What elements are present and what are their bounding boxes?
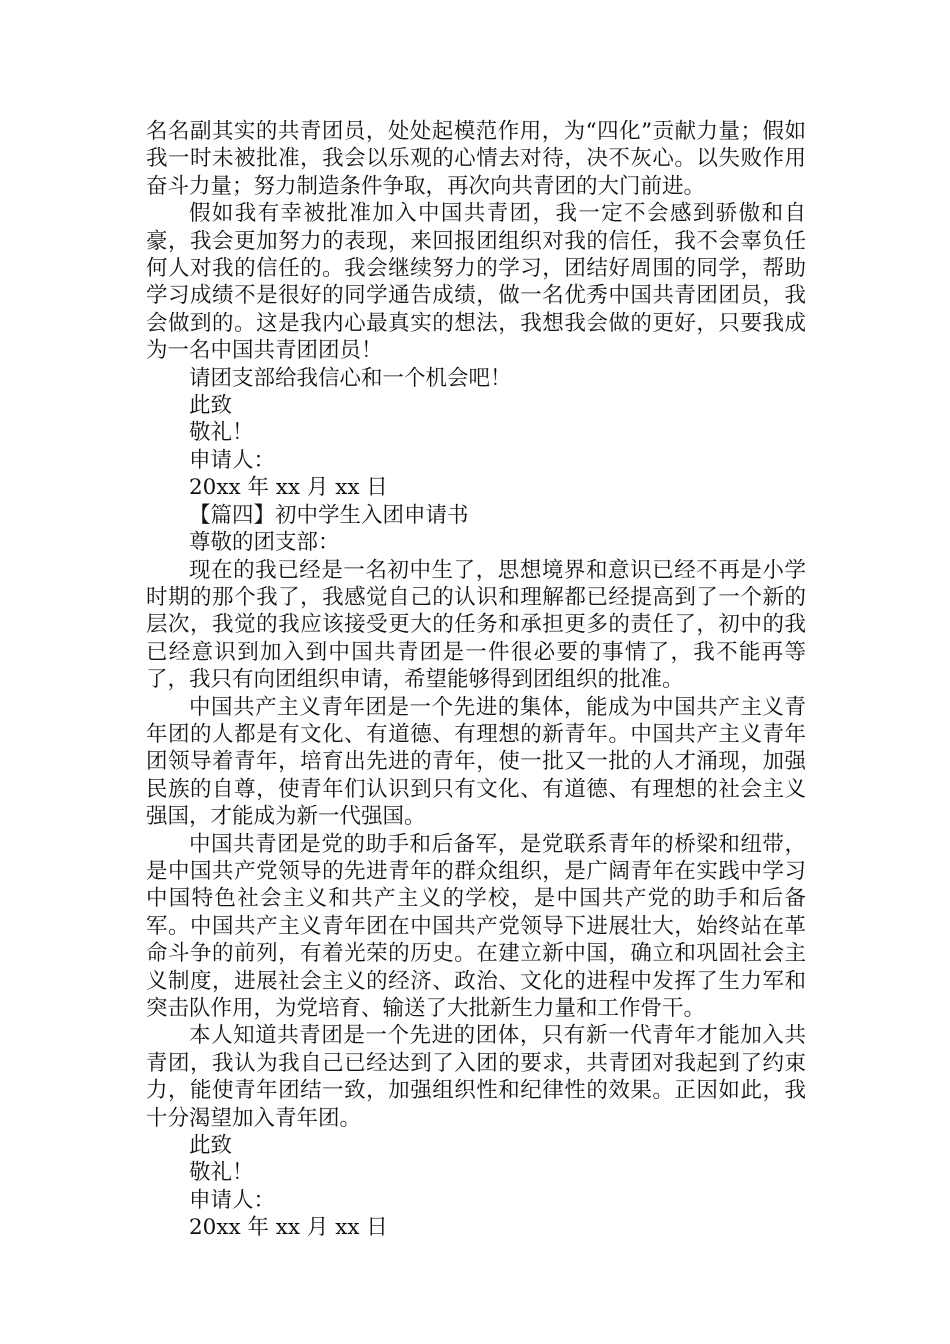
paragraph-commitment: 假如我有幸被批准加入中国共青团，我一定不会感到骄傲和自豪，我会更加努力的表现，来回报团组织对我的信任，我不会辜负任何人对我的信任的。我会继续努力的学习，团结好周围的同学，帮助学习成绩不是很好的同学通告成绩，做一名优秀中国共青团团员，我会做到的。这是我内心最真实的想法，我想我会做的更好，只要我成为一名中国共青团团员！ [146,201,806,364]
applicant-label: 申请人： [189,1187,276,1213]
paragraph-party-assistant: 中国共青团是党的助手和后备军，是党联系青年的桥梁和纽带，是中国共产党领导的先进青年的群众组织，是广阔青年在实践中学习中国特色社会主义和共产主义的学校，是中国共产党的助手和后备军。中国共产主义青年团在中国共产党领导下进展壮大，始终站在革命斗争的前列，有着光荣的历史。在建立新中国，确立和巩固社会主义制度，进展社会主义的经济、政治、文化的进程中发挥了生力军和突击队作用，为党培育、输送了大批新生力量和工作骨干。 [146,831,806,1021]
section-heading: 【篇四】初中学生入团申请书 [189,502,469,528]
salutation-cizhi: 此致 [189,393,233,419]
closing-request: 请团支部给我信心和一个机会吧！ [189,365,512,391]
salutation-jingli: 敬礼！ [189,420,254,446]
letter-greeting: 尊敬的团支部： [189,530,340,556]
paragraph-youth-league: 中国共产主义青年团是一个先进的集体，能成为中国共产主义青年团的人都是有文化、有道德、有理想的新青年。中国共产主义青年团领导着青年，培育出先进的青年，使一批又一批的人才涌现，加强民族的自尊，使青年们认识到只有文化、有道德、有理想的社会主义强国，才能成为新一代强国。 [146,694,806,830]
paragraph-intro: 现在的我已经是一名初中生了，思想境界和意识已经不再是小学时期的那个我了，我感觉自己的认识和理解都已经提高到了一个新的层次，我觉的我应该接受更大的任务和承担更多的责任了，初中的我已经意识到加入到中国共青团是一件很必要的事情了，我不能再等了，我只有向团组织申请，希望能够得到团组织的批准。 [146,557,806,693]
paragraph-continuation: 名名副其实的共青团员，处处起模范作用，为“四化”贡献力量；假如我一时未被批准，我会以乐观的心情去对待，决不灰心。以失败作用奋斗力量；努力制造条件争取，再次向共青团的大门前进。 [146,119,806,199]
date-line: 20xx 年 xx 月 xx 日 [189,1215,388,1241]
document-page [146,118,806,1242]
salutation-cizhi: 此致 [189,1133,233,1159]
paragraph-aspiration: 本人知道共青团是一个先进的团体，只有新一代青年才能加入共青团，我认为我自己已经达到了入团的要求，共青团对我起到了约束力，能使青年团结一致，加强组织性和纪律性的效果。正因如此，我十分渴望加入青年团。 [146,1023,806,1131]
date-line: 20xx 年 xx 月 xx 日 [189,475,388,501]
salutation-jingli: 敬礼！ [189,1160,254,1186]
applicant-label: 申请人： [189,447,276,473]
